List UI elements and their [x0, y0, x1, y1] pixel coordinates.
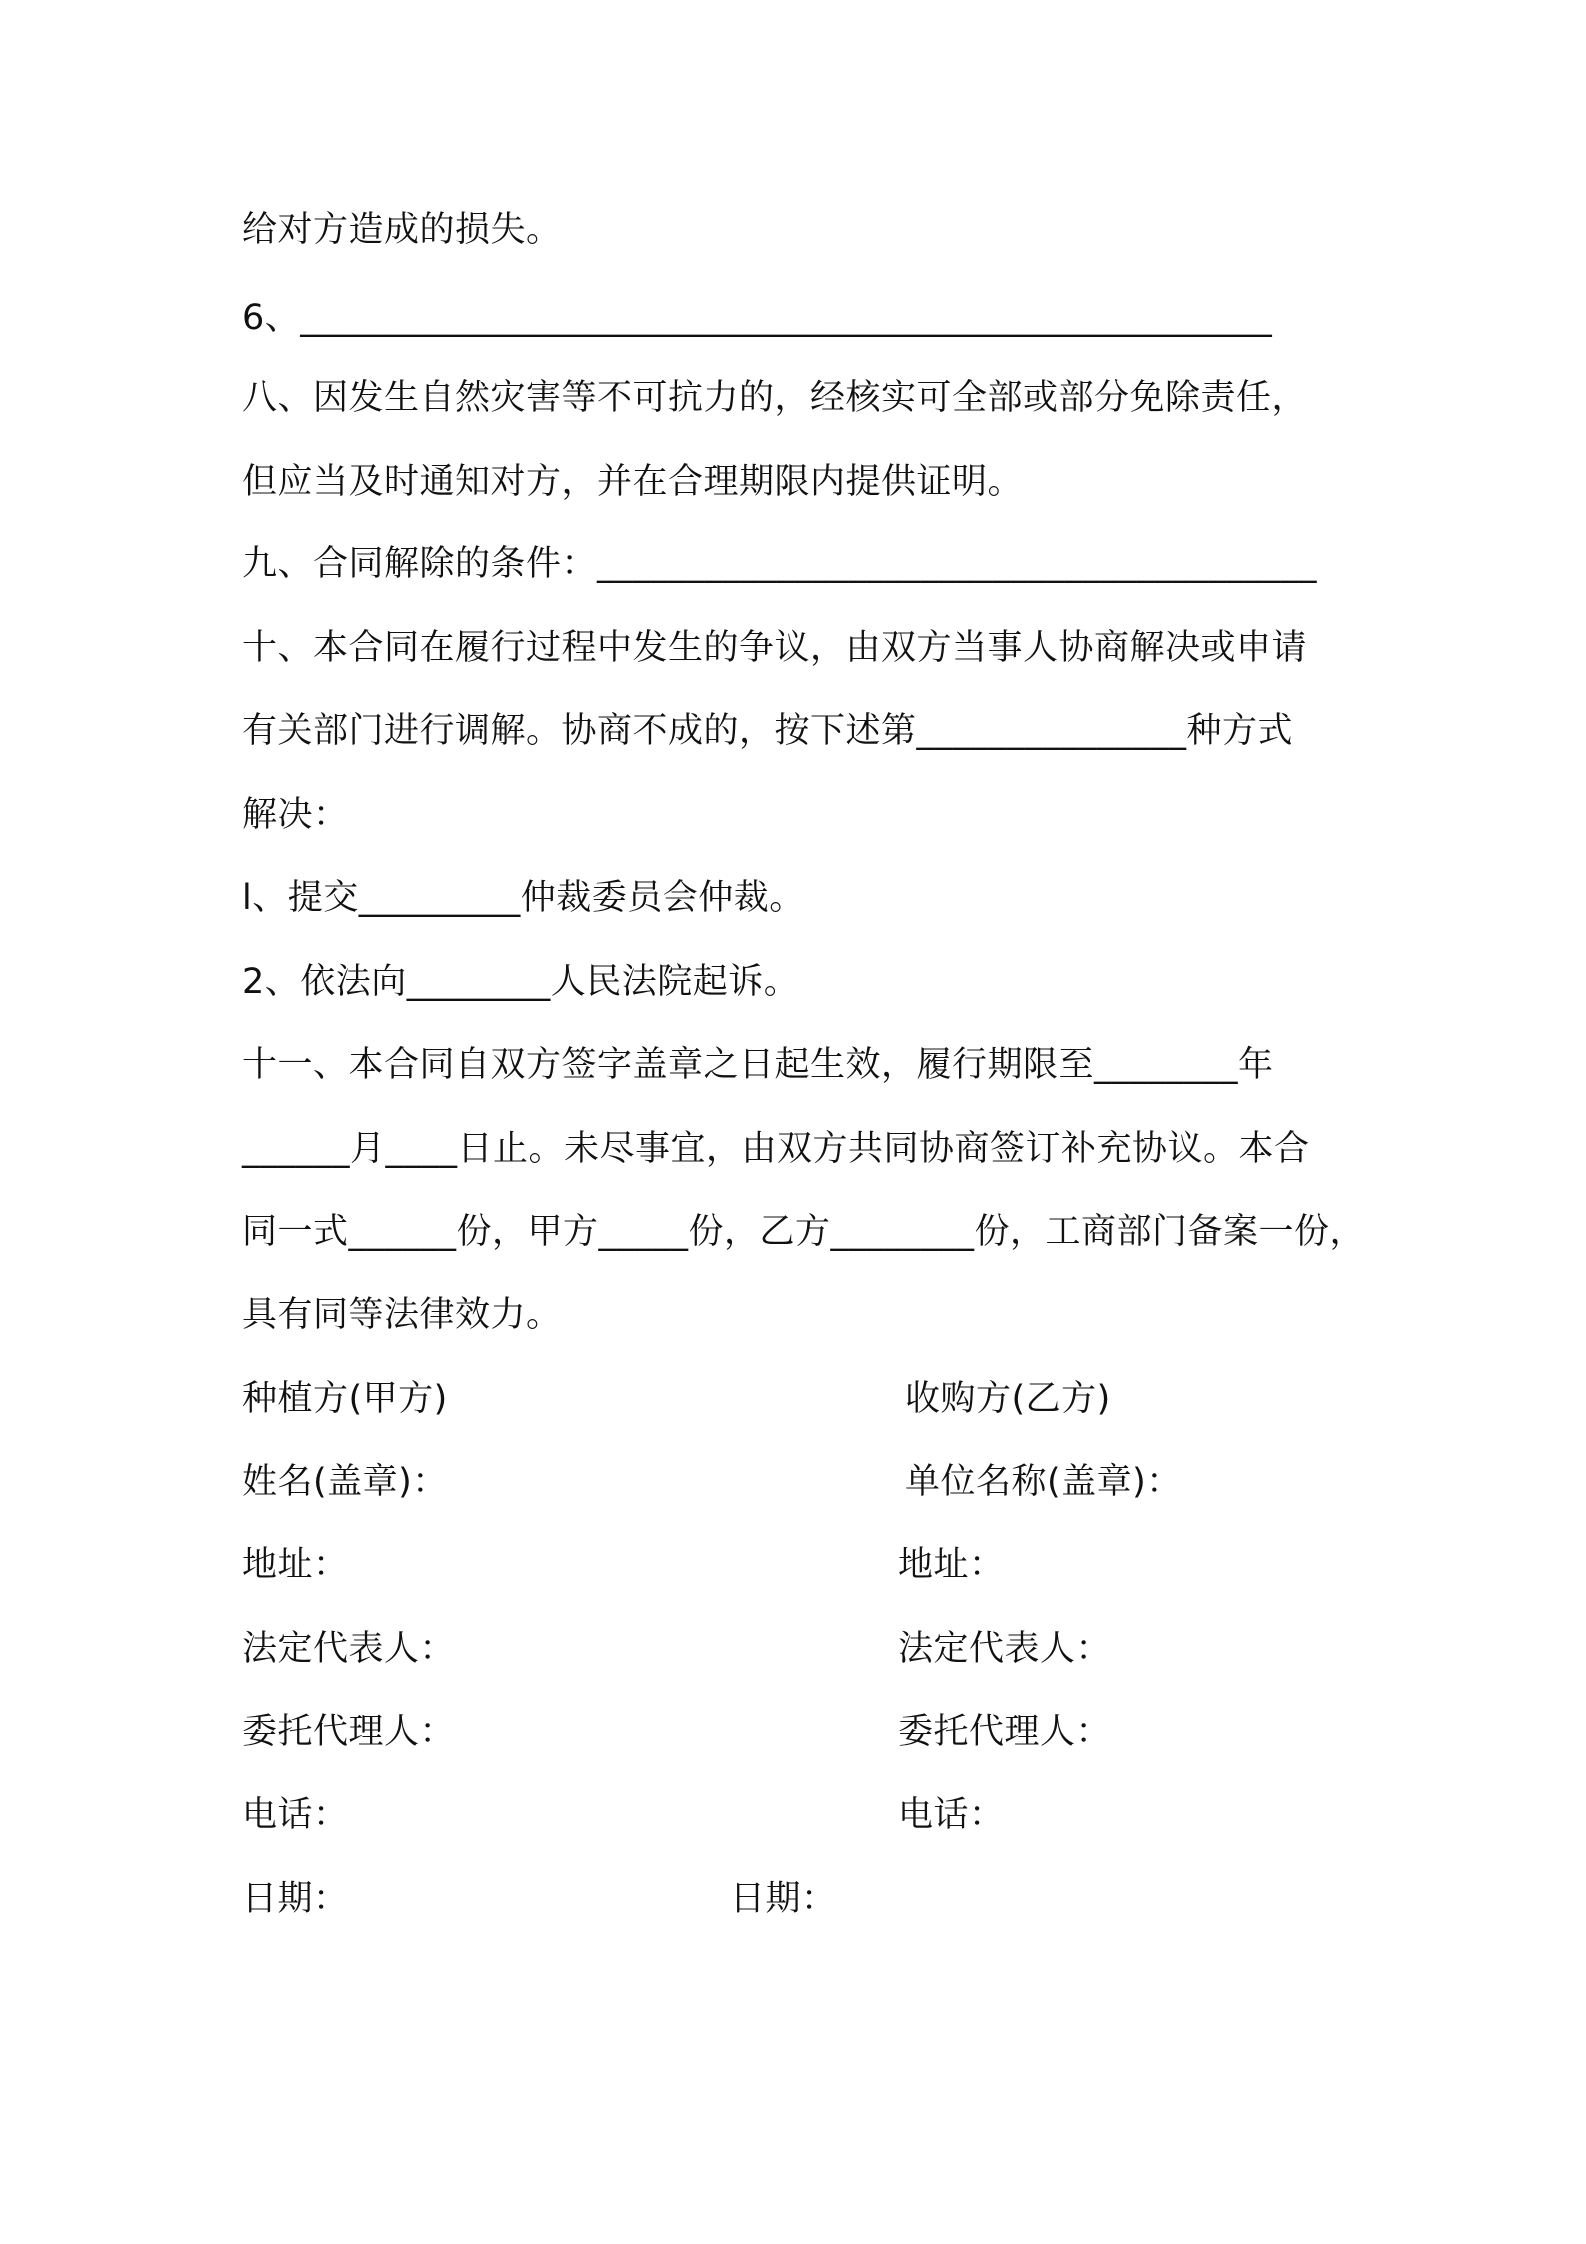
clause-10-line-1: 十、本合同在履行过程中发生的争议，由双方当事人协商解决或申请 — [242, 628, 1308, 668]
party-a-phone-label: 电话： — [242, 1795, 349, 1835]
party-b-date-label: 日期： — [730, 1879, 837, 1919]
party-b-phone-label: 电话： — [898, 1795, 1005, 1835]
party-a-name-label: 姓名(盖章)： — [242, 1462, 448, 1502]
clause-11-line-1: 十一、本合同自双方签字盖章之日起生效，履行期限至________年 — [242, 1045, 1274, 1085]
litigation-option: 2、依法向________人民法院起诉。 — [242, 962, 800, 1002]
party-a-agent-label: 委托代理人： — [242, 1712, 456, 1752]
clause-10-line-2: 有关部门进行调解。协商不成的，按下述第_______________种方式 — [242, 711, 1294, 751]
party-b-agent-label: 委托代理人： — [898, 1712, 1112, 1752]
party-a-address-label: 地址： — [242, 1545, 349, 1585]
clause-8-line-1: 八、因发生自然灾害等不可抗力的，经核实可全部或部分免除责任， — [242, 378, 1308, 418]
clause-9-termination: 九、合同解除的条件：________________________________________ — [242, 544, 1318, 584]
clause-6-blank: 6、______________________________________________________ — [242, 298, 1273, 338]
clause-8-line-2: 但应当及时通知对方，并在合理期限内提供证明。 — [242, 462, 1024, 502]
clause-11-line-2: ______月____日止。未尽事宜，由双方共同协商签订补充协议。本合 — [242, 1129, 1310, 1169]
party-a-legal-rep-label: 法定代表人： — [242, 1629, 456, 1669]
party-b-address-label: 地址： — [898, 1545, 1005, 1585]
party-b-legal-rep-label: 法定代表人： — [898, 1629, 1112, 1669]
clause-11-line-4: 具有同等法律效力。 — [242, 1295, 562, 1335]
arbitration-option: l、提交_________仲裁委员会仲裁。 — [242, 878, 805, 918]
party-a-heading: 种植方(甲方) — [242, 1379, 448, 1419]
party-b-name-label: 单位名称(盖章)： — [905, 1462, 1182, 1502]
party-b-heading: 收购方(乙方) — [905, 1379, 1111, 1419]
clause-10-line-3: 解决： — [242, 795, 349, 835]
clause-11-line-3: 同一式______份，甲方_____份，乙方________份，工商部门备案一份， — [242, 1212, 1366, 1252]
body-line-1: 给对方造成的损失。 — [242, 210, 562, 250]
party-a-date-label: 日期： — [242, 1879, 349, 1919]
